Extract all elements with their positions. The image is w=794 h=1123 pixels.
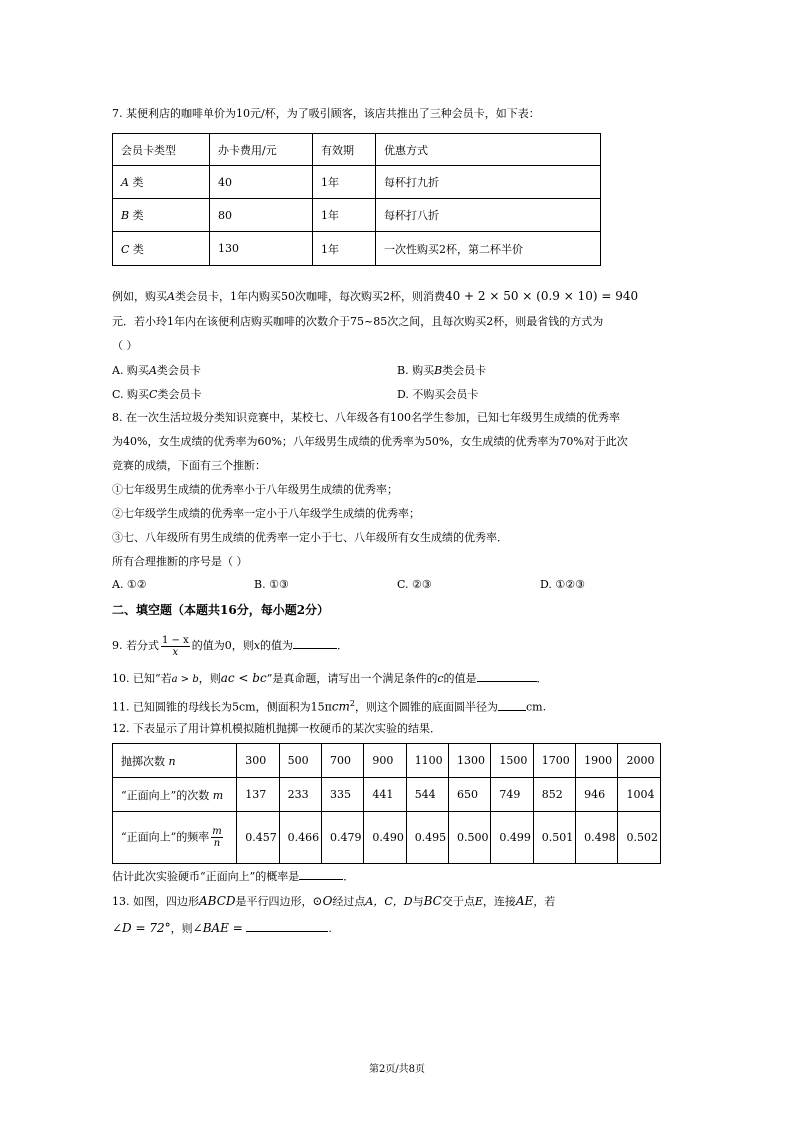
answer-blank[interactable] xyxy=(246,921,328,932)
cell: 0.502 xyxy=(618,812,661,864)
cell: 650 xyxy=(449,778,491,812)
q9: 9. 若分式 $\frac{1 - x}{x}$ 的值为0，则x的值为 ． xyxy=(112,634,348,658)
cell: 749 xyxy=(491,778,533,812)
cell: 852 xyxy=(533,778,575,812)
cell: 2000 xyxy=(618,744,661,778)
cell: 1300 xyxy=(449,744,491,778)
card-period: 1年 xyxy=(313,199,376,232)
q8-line: 竞赛的成绩，下面有三个推断： xyxy=(112,459,266,472)
q13-line2: ∠D = 72°，则∠BAE = . xyxy=(112,921,332,935)
answer-blank[interactable] xyxy=(293,638,337,649)
card-period: 1年 xyxy=(313,166,376,199)
table-row-f xyxy=(113,812,661,864)
cell: 441 xyxy=(364,778,406,812)
cell: 0.479 xyxy=(321,812,363,864)
cell: 0.500 xyxy=(449,812,491,864)
answer-blank[interactable] xyxy=(477,671,537,682)
cell: 300 xyxy=(237,744,279,778)
cell: 544 xyxy=(406,778,448,812)
q7-option-a: A. 购买A类会员卡 xyxy=(112,364,201,377)
example-formula: 40 + 2 × 50 × (0.9 × 10) = 940 xyxy=(444,289,639,303)
q7-paren: （ ） xyxy=(112,339,138,352)
q8-option-b: B. ①③ xyxy=(254,578,289,591)
membership-table-header xyxy=(113,134,601,166)
card-type: C 类 xyxy=(113,232,210,266)
card-discount: 一次性购买2杯，第二杯半价 xyxy=(376,232,601,266)
q8-option-c: C. ②③ xyxy=(397,578,432,591)
card-type: A 类 xyxy=(113,166,210,199)
cell: 1700 xyxy=(533,744,575,778)
cell: 700 xyxy=(321,744,363,778)
header-cell: 会员卡类型 xyxy=(113,134,210,166)
table-row-m xyxy=(113,778,661,812)
table-row xyxy=(113,166,601,199)
q8-line: ①七年级男生成绩的优秀率小于八年级男生成绩的优秀率； xyxy=(112,483,398,496)
table-row xyxy=(113,199,601,232)
cell: 0.501 xyxy=(533,812,575,864)
q7-option-b: B. 购买B类会员卡 xyxy=(397,364,487,377)
card-fee: 80 xyxy=(210,199,313,232)
q9-fraction: $\frac{1 - x}{x}$ xyxy=(162,634,189,658)
q7-option-d: D. 不购买会员卡 xyxy=(397,388,479,401)
header-cell: 优惠方式 xyxy=(376,134,601,166)
membership-table xyxy=(112,133,601,266)
section-heading: 二、填空题（本题共16分，每小题2分） xyxy=(112,603,330,617)
cell: 335 xyxy=(321,778,363,812)
card-fee: 40 xyxy=(210,166,313,199)
freq-fraction: $\frac{m}{n}$ xyxy=(212,826,222,849)
cell: 0.499 xyxy=(491,812,533,864)
card-type: B 类 xyxy=(113,199,210,232)
cell: 1100 xyxy=(406,744,448,778)
cell: 900 xyxy=(364,744,406,778)
answer-blank[interactable] xyxy=(299,869,343,880)
q8-line: ③七、八年级所有男生成绩的优秀率一定小于七、八年级所有女生成绩的优秀率． xyxy=(112,531,508,544)
card-discount: 每杯打八折 xyxy=(376,199,601,232)
cell: 1500 xyxy=(491,744,533,778)
q8-option-a: A. ①② xyxy=(112,578,147,591)
cell: 0.466 xyxy=(279,812,321,864)
header-cell: 办卡费用/元 xyxy=(210,134,313,166)
q8-line: ②七年级学生成绩的优秀率一定小于八年级学生成绩的优秀率； xyxy=(112,507,420,520)
cell: 0.498 xyxy=(576,812,618,864)
q13-line1: 13. 如图，四边形ABCD是平行四边形，⊙O经过点A，C，D与BC交于点E，连接AE，若 xyxy=(112,894,556,908)
q7-intro: 7. 某便利店的咖啡单价为10元/杯，为了吸引顾客，该店共推出了三种会员卡，如下表： xyxy=(112,107,540,120)
cell: 0.490 xyxy=(364,812,406,864)
table-row xyxy=(113,232,601,266)
answer-blank[interactable] xyxy=(498,700,526,711)
table-row-n xyxy=(113,744,661,778)
cell: 946 xyxy=(576,778,618,812)
cell: 233 xyxy=(279,778,321,812)
cell: 500 xyxy=(279,744,321,778)
q7-line2: 元．若小玲1年内在该便利店购买咖啡的次数介于75~85次之间，且每次购买2杯，则最省钱的方式为 xyxy=(112,315,604,328)
q8-option-d: D. ①②③ xyxy=(540,578,586,591)
q10: 10. 已知“若a > b，则ac < bc”是真命题，请写出一个满足条件的c的值是 ． xyxy=(112,671,548,685)
page-footer: 第2页/共8页 xyxy=(368,1064,426,1075)
q12-estimate: 估计此次实验硬币“正面向上”的概率是 ． xyxy=(112,870,355,883)
q8-line: 为40%，女生成绩的优秀率为60%；八年级男生成绩的优秀率为50%，女生成绩的优秀率为70%对于此次 xyxy=(112,435,628,448)
card-discount: 每杯打九折 xyxy=(376,166,601,199)
row-label: “正面向上”的次数 m xyxy=(113,778,237,812)
row-label: “正面向上”的频率 $\frac{m}{n}$ xyxy=(113,812,237,864)
cell: 1900 xyxy=(576,744,618,778)
card-fee: 130 xyxy=(210,232,313,266)
q7-example: 例如，购买A类会员卡，1年内购买50次咖啡，每次购买2杯，则消费40 + 2 × 50 × (0.9 × 10) = 940 xyxy=(112,289,639,303)
cell: 0.495 xyxy=(406,812,448,864)
row-label: 抛掷次数 n xyxy=(113,744,237,778)
header-cell: 有效期 xyxy=(313,134,376,166)
q12-intro: 12. 下表显示了用计算机模拟随机抛掷一枚硬币的某次实验的结果． xyxy=(112,722,441,735)
q7-option-c: C. 购买C类会员卡 xyxy=(112,388,202,401)
q8-line: 8. 在一次生活垃圾分类知识竞赛中，某校七、八年级各有100名学生参加，已知七年级男生成绩的优秀率 xyxy=(112,411,620,424)
card-period: 1年 xyxy=(313,232,376,266)
q11: 11. 已知圆锥的母线长为5cm，侧面积为15πcm$^2$，则这个圆锥的底面圆半径为 cm. xyxy=(112,699,547,714)
cell: 137 xyxy=(237,778,279,812)
coin-toss-table xyxy=(112,743,661,864)
cell: 0.457 xyxy=(237,812,279,864)
cell: 1004 xyxy=(618,778,661,812)
q8-line: 所有合理推断的序号是（ ） xyxy=(112,555,248,568)
